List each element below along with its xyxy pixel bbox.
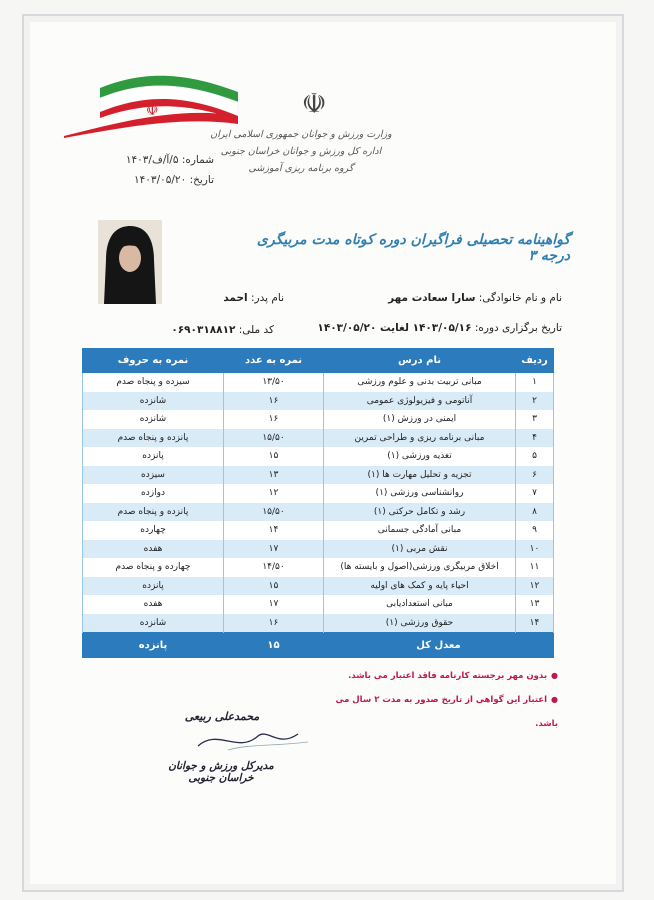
- row-number-cell: ۱۴: [516, 614, 554, 633]
- signature-scribble: [188, 718, 318, 758]
- father-row: [223, 292, 284, 304]
- ministry-line-3: گروه برنامه ریزی آموزشی: [248, 163, 354, 174]
- grade-words-cell: شانزده: [83, 614, 224, 633]
- note-text: بدون مهر برجسته کارنامه فاقد اعتبار می باشد.: [348, 671, 548, 681]
- grade-words-cell: پانزده: [83, 577, 224, 596]
- grade-words-cell: دوازده: [83, 484, 224, 503]
- father-label: نام پدر:: [250, 292, 284, 304]
- number-value: ۵/آ/ف/۱۴۰۳: [125, 154, 179, 166]
- table-row: [83, 558, 554, 577]
- table-row: [83, 614, 554, 633]
- table-row: [83, 466, 554, 485]
- note-text: اعتبار این گواهی از تاریخ صدور به مدت ۲ سال می باشد.: [335, 695, 558, 729]
- header-row-number: ردیف: [516, 349, 554, 373]
- grade-number-cell: ۱۲: [224, 484, 324, 503]
- grade-words-cell: هفده: [83, 595, 224, 614]
- signatory-name: محمدعلی ربیعی: [184, 710, 260, 723]
- course-name-cell: تغذیه ورزشی (۱): [324, 447, 516, 466]
- grade-number-cell: ۱۴/۵۰: [224, 558, 324, 577]
- name-row: [388, 292, 562, 304]
- grade-words-cell: چهارده و پنجاه صدم: [83, 558, 224, 577]
- grade-words-cell: سیزده و پنجاه صدم: [83, 373, 224, 392]
- document-date: [104, 170, 214, 190]
- grade-number-cell: ۱۷: [224, 595, 324, 614]
- grade-number-cell: ۱۵/۵۰: [224, 429, 324, 448]
- date-value: ۱۴۰۳/۰۵/۲۰: [134, 174, 187, 186]
- course-name-cell: مبانی برنامه ریزی و طراحی تمرین: [324, 429, 516, 448]
- course-name-cell: روانشناسی ورزشی (۱): [324, 484, 516, 503]
- total-number: ۱۵: [224, 633, 324, 658]
- table-row: [83, 410, 554, 429]
- ministry-heading: [206, 126, 396, 177]
- grade-words-cell: پانزده و پنجاه صدم: [83, 503, 224, 522]
- table-row: [83, 540, 554, 559]
- course-name-cell: تجزیه و تحلیل مهارت ها (۱): [324, 466, 516, 485]
- course-date-row: [317, 322, 562, 334]
- course-date-label: تاریخ برگزاری دوره:: [474, 322, 562, 334]
- national-code-row: [171, 324, 274, 336]
- grades-table: [82, 348, 554, 658]
- course-name-cell: آناتومی و فیزیولوژی عمومی: [324, 392, 516, 411]
- course-date-value: ۱۴۰۳/۰۵/۱۶ لغایت ۱۴۰۳/۰۵/۲۰: [317, 322, 472, 334]
- grade-number-cell: ۱۵/۵۰: [224, 503, 324, 522]
- course-name-cell: اخلاق مربیگری ورزشی(اصول و بایسته ها): [324, 558, 516, 577]
- row-number-cell: ۲: [516, 392, 554, 411]
- total-words: پانزده: [83, 633, 224, 658]
- grade-words-cell: شانزده: [83, 392, 224, 411]
- course-name-cell: مبانی آمادگی جسمانی: [324, 521, 516, 540]
- grade-words-cell: هفده: [83, 540, 224, 559]
- total-label: معدل کل: [324, 633, 554, 658]
- course-name-cell: احیاء پایه و کمک های اولیه: [324, 577, 516, 596]
- grade-number-cell: ۱۶: [224, 392, 324, 411]
- father-value: احمد: [223, 292, 248, 304]
- note-item: [330, 664, 558, 688]
- course-name-cell: نقش مربی (۱): [324, 540, 516, 559]
- row-number-cell: ۱: [516, 373, 554, 392]
- grade-number-cell: ۱۵: [224, 447, 324, 466]
- emblem-small-icon: ☫: [146, 103, 159, 119]
- name-value: سارا سعادت مهر: [388, 292, 476, 304]
- table-row: [83, 503, 554, 522]
- bullet-icon: ●: [551, 695, 558, 704]
- table-row: [83, 484, 554, 503]
- table-row: [83, 521, 554, 540]
- certificate-title: گواهینامه تحصیلی فراگیران دوره کوتاه مدت مربیگری درجه ۳: [256, 232, 570, 264]
- iran-emblem-icon: ☫: [301, 86, 327, 120]
- row-number-cell: ۳: [516, 410, 554, 429]
- course-name-cell: مبانی استعدادیابی: [324, 595, 516, 614]
- row-number-cell: ۶: [516, 466, 554, 485]
- course-name-cell: رشد و تکامل حرکتی (۱): [324, 503, 516, 522]
- signatory-title: مدیرکل ورزش و جوانان خراسان جنوبی: [168, 760, 274, 784]
- table-row: [83, 595, 554, 614]
- national-code-value: ۰۶۹۰۳۱۸۸۱۲: [171, 324, 236, 336]
- note-item: [330, 688, 558, 736]
- grade-words-cell: سیزده: [83, 466, 224, 485]
- document-meta: [104, 150, 214, 190]
- row-number-cell: ۷: [516, 484, 554, 503]
- total-row: [83, 633, 554, 658]
- grade-number-cell: ۱۳/۵۰: [224, 373, 324, 392]
- course-name-cell: ایمنی در ورزش (۱): [324, 410, 516, 429]
- student-photo: [98, 220, 162, 304]
- grades-body: [83, 373, 554, 633]
- notes: [330, 664, 558, 736]
- name-label: نام و نام خانوادگی:: [478, 292, 562, 304]
- row-number-cell: ۱۳: [516, 595, 554, 614]
- row-number-cell: ۱۰: [516, 540, 554, 559]
- grade-number-cell: ۱۷: [224, 540, 324, 559]
- header-course-name: نام درس: [324, 349, 516, 373]
- grade-number-cell: ۱۴: [224, 521, 324, 540]
- table-row: [83, 429, 554, 448]
- ministry-line-1: وزارت ورزش و جوانان جمهوری اسلامی ایران: [210, 129, 392, 140]
- date-label: تاریخ:: [189, 174, 214, 186]
- national-code-label: کد ملی:: [238, 324, 274, 336]
- bullet-icon: ●: [551, 671, 558, 680]
- row-number-cell: ۹: [516, 521, 554, 540]
- ministry-line-2: اداره کل ورزش و جوانان خراسان جنوبی: [220, 146, 382, 157]
- header-grade-words: نمره به حروف: [83, 349, 224, 373]
- table-row: [83, 373, 554, 392]
- header-grade-number: نمره به عدد: [224, 349, 324, 373]
- grade-words-cell: پانزده و پنجاه صدم: [83, 429, 224, 448]
- table-row: [83, 447, 554, 466]
- grade-number-cell: ۱۵: [224, 577, 324, 596]
- grades-header-row: [83, 349, 554, 373]
- grade-number-cell: ۱۳: [224, 466, 324, 485]
- row-number-cell: ۱۱: [516, 558, 554, 577]
- course-name-cell: حقوق ورزشی (۱): [324, 614, 516, 633]
- row-number-cell: ۴: [516, 429, 554, 448]
- grade-words-cell: پانزده: [83, 447, 224, 466]
- row-number-cell: ۵: [516, 447, 554, 466]
- row-number-cell: ۸: [516, 503, 554, 522]
- grade-number-cell: ۱۶: [224, 614, 324, 633]
- grade-words-cell: چهارده: [83, 521, 224, 540]
- table-row: [83, 577, 554, 596]
- document-number: [104, 150, 214, 170]
- signature-block: [162, 710, 282, 723]
- course-name-cell: مبانی تربیت بدنی و علوم ورزشی: [324, 373, 516, 392]
- table-row: [83, 392, 554, 411]
- row-number-cell: ۱۲: [516, 577, 554, 596]
- grade-words-cell: شانزده: [83, 410, 224, 429]
- number-label: شماره:: [181, 154, 214, 166]
- grade-number-cell: ۱۶: [224, 410, 324, 429]
